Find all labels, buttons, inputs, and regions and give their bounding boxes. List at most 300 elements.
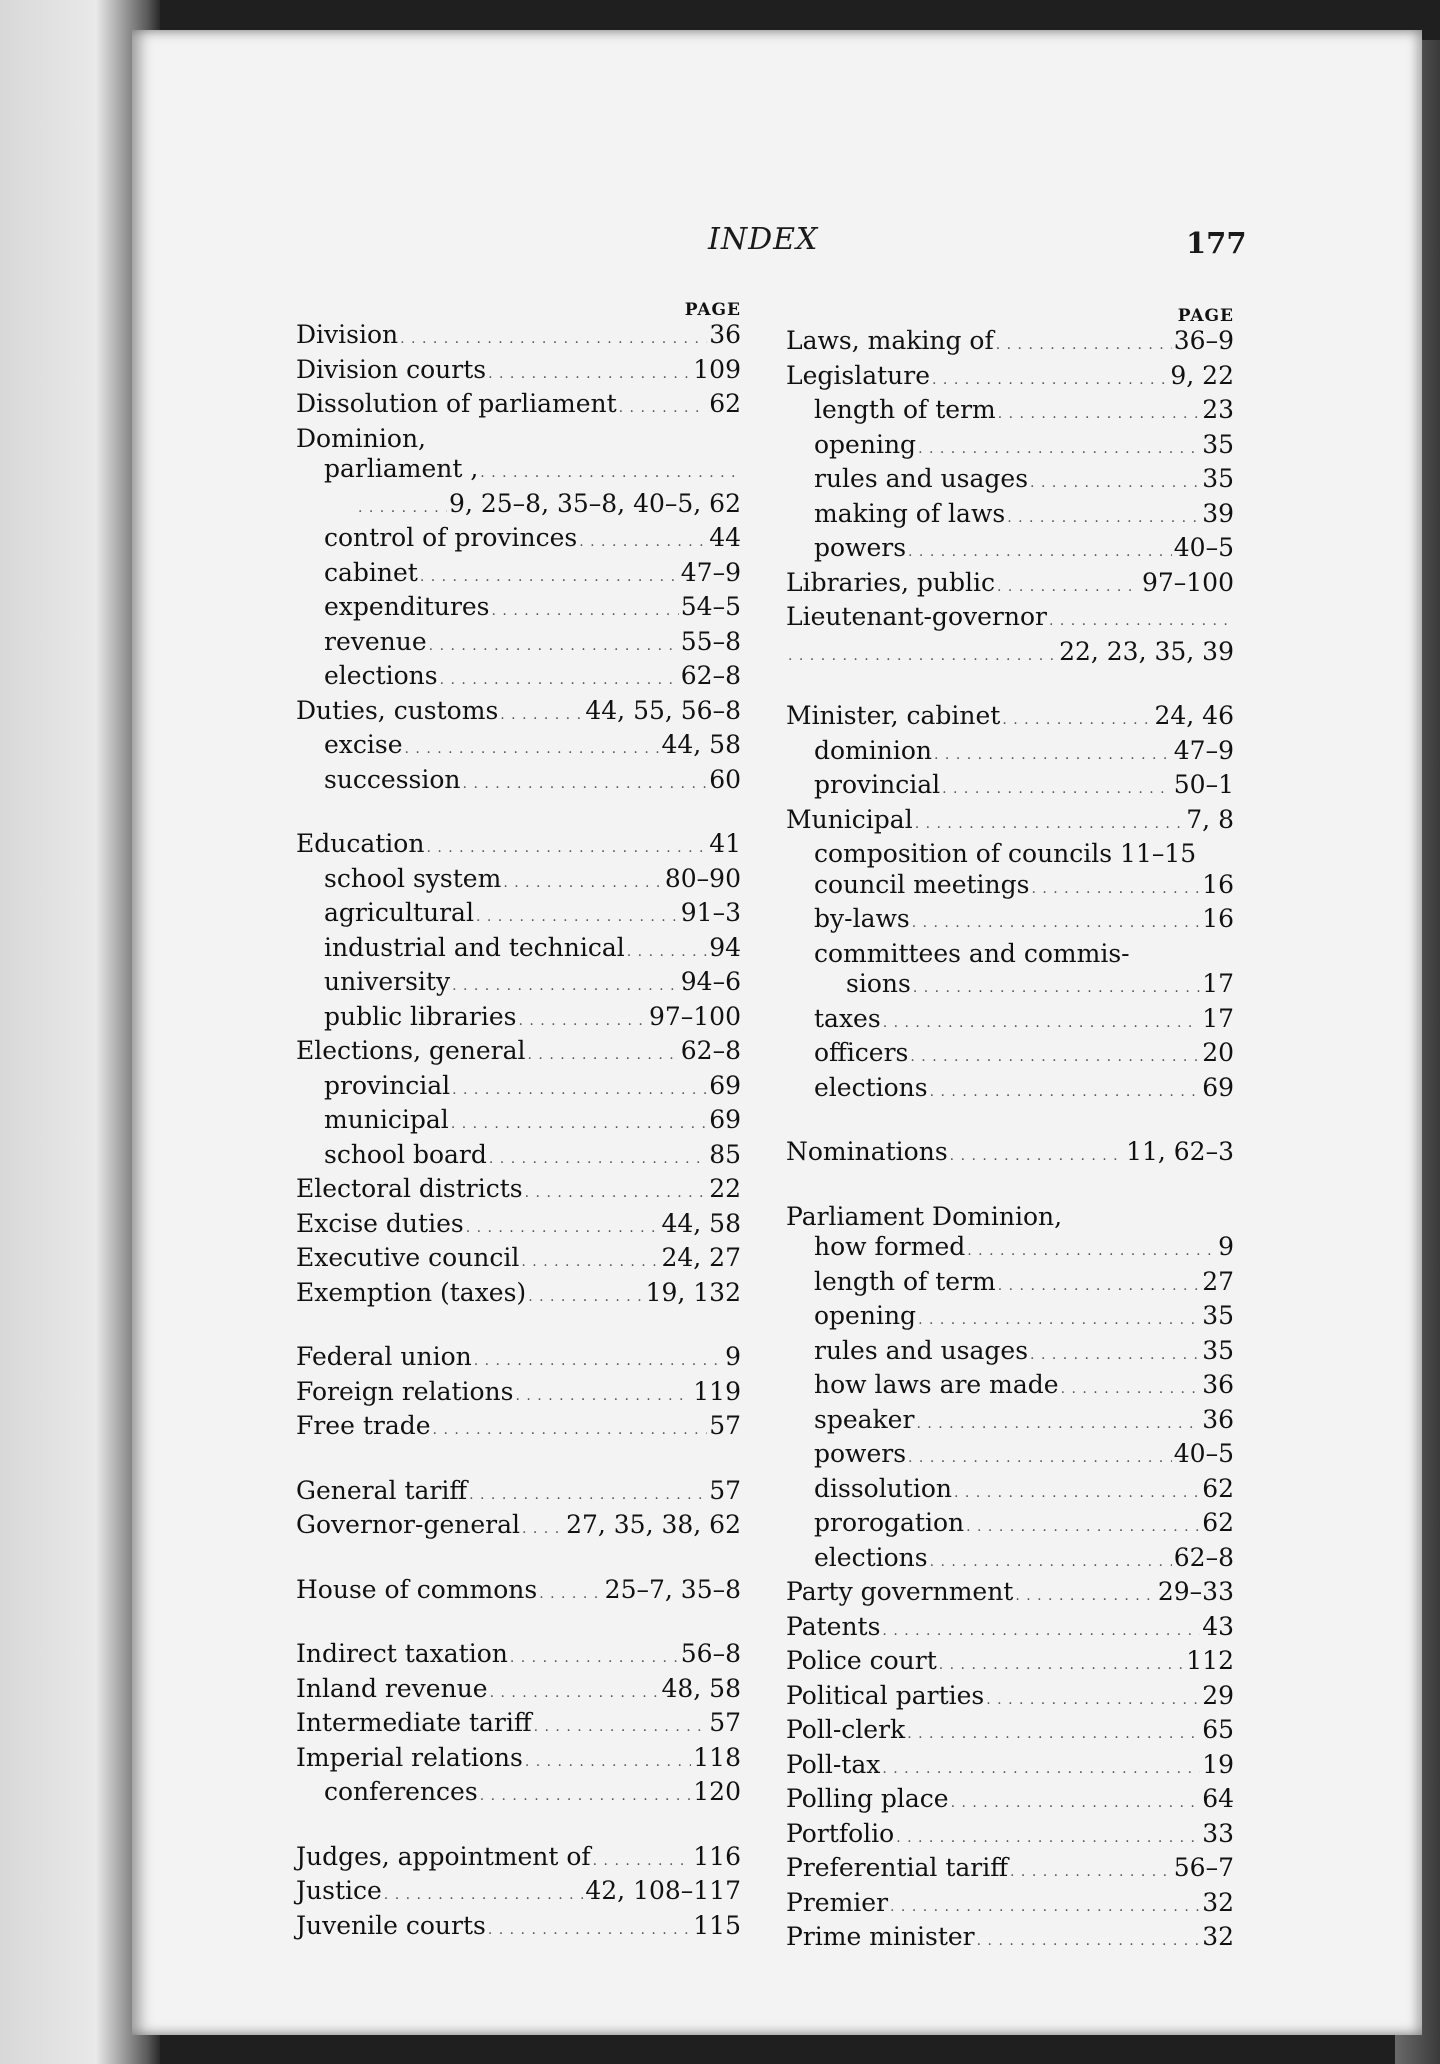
index-page-refs: 54–5 [680,592,741,621]
dot-leader [528,1040,679,1071]
dot-leader [525,1178,708,1209]
index-term: making of laws [814,498,1006,528]
index-term: Police court [786,1646,937,1675]
index-term: Foreign relations [296,1376,514,1406]
dot-leader [525,1747,691,1778]
dot-leader [619,393,708,424]
index-term: sions [846,969,911,998]
index-term: Prime minister [786,1922,975,1951]
index-entry [296,661,741,696]
index-page-refs: 11, 62–3 [1126,1137,1234,1166]
index-term: Executive council [296,1243,520,1272]
index-entry [296,1278,741,1313]
index-entry [296,1708,741,1743]
dot-leader [966,1512,1200,1543]
dot-leader [1031,874,1200,905]
index-term: prorogation [814,1508,965,1537]
index-term: agricultural [324,898,474,927]
index-page-refs: 32 [1202,1887,1234,1917]
dot-leader [384,1880,584,1911]
index-page-refs: 44 [709,523,741,552]
index-entry [296,1476,741,1511]
running-head: INDEX [708,222,819,257]
index-term: Justice [296,1876,382,1905]
index-page-refs: 35 [1202,1301,1234,1330]
index-entry [786,701,1234,736]
index-entry [786,1405,1234,1440]
index-entry [786,904,1234,939]
index-term: expenditures [324,592,490,621]
section-gap [296,1545,741,1575]
index-page-refs: 118 [693,1742,741,1772]
dot-leader [998,399,1200,430]
index-term: Electoral districts [296,1174,523,1203]
index-term: Federal union [296,1342,472,1371]
index-entry [296,1911,741,1946]
index-page-refs: 69 [709,1105,741,1134]
index-page-refs: 60 [709,764,741,794]
dot-leader [932,365,1168,396]
section-gap [296,1609,741,1639]
index-entry [786,464,1234,499]
index-entry [786,1038,1234,1073]
dot-leader [1007,503,1200,534]
index-column-right [786,306,1234,1957]
dot-leader [930,1077,1201,1108]
index-entry [786,770,1234,805]
index-page-refs: 119 [693,1376,741,1406]
index-term: Excise duties [296,1208,464,1238]
index-term: rules and usages [814,1335,1029,1365]
index-page-refs: 62–8 [1173,1542,1234,1572]
index-entry [786,1819,1234,1854]
index-page-refs: 120 [693,1777,741,1806]
index-page-refs: 112 [1186,1646,1234,1675]
index-term: speaker [814,1404,915,1434]
index-page-refs: 9, 22 [1170,360,1234,390]
index-term: Indirect taxation [296,1639,508,1668]
index-term: provincial [814,770,941,799]
index-entry [296,320,741,355]
dot-leader [908,537,1172,568]
index-term: by-laws [814,904,910,933]
index-entry [296,1639,741,1674]
dot-leader [908,1443,1172,1474]
index-entry [296,1510,741,1545]
index-page-refs: 65 [1202,1715,1234,1744]
dot-leader [997,572,1140,603]
index-term: officers [814,1038,909,1067]
index-entry [786,395,1234,430]
dot-leader [883,1008,1201,1039]
index-term: elections [324,661,438,690]
dot-leader [490,1678,660,1709]
dot-leader [452,1075,707,1106]
dot-leader [882,1616,1200,1647]
dot-leader [890,1892,1200,1923]
section-gap [786,1107,1234,1137]
index-term: control of provinces [324,523,578,552]
dot-leader [426,833,707,864]
index-page-refs: 69 [709,1070,741,1100]
index-page-refs: 62 [1202,1508,1234,1537]
index-page-refs: 62–8 [680,1036,741,1065]
dot-leader [534,1712,708,1743]
dot-leader [912,908,1200,939]
index-entry [296,489,741,524]
index-term: elections [814,1072,928,1102]
index-page-refs: 44, 58 [661,1208,741,1238]
dot-leader [954,1478,1200,1509]
index-page-refs: 17 [1202,1003,1234,1033]
index-term: public libraries [324,1001,517,1031]
index-term: university [324,967,451,996]
index-page-refs: 35 [1202,429,1234,459]
index-page-refs: 44, 58 [661,730,741,759]
index-page-refs: 22, 23, 35, 39 [1059,636,1234,666]
index-entry [296,696,741,731]
index-page-refs: 44, 55, 56–8 [585,695,741,725]
dot-leader [522,1514,564,1545]
index-term: succession [324,764,461,794]
index-entry [296,1140,741,1175]
index-page-refs: 22 [709,1174,741,1203]
section-gap [786,1172,1234,1202]
index-page-refs: 56–8 [680,1639,741,1668]
section-gap [296,1446,741,1476]
index-term: rules and usages [814,464,1029,493]
index-page-refs: 9, 25–8, 35–8, 40–5, 62 [449,488,741,518]
index-entry [296,1777,741,1812]
index-term: Poll-clerk [786,1715,906,1744]
index-term: Inland revenue [296,1673,488,1703]
index-page-refs: 9 [1218,1232,1234,1261]
index-page-refs: 80–90 [664,863,741,893]
index-term: Free trade [296,1411,431,1440]
dot-leader [930,1547,1172,1578]
dot-leader [469,1480,707,1511]
index-term: Municipal [786,804,913,834]
index-entry [786,499,1234,534]
dot-leader [400,324,707,355]
index-term: opening [814,1301,917,1330]
index-page-refs: 41 [709,829,741,858]
index-page-refs: 35 [1202,464,1234,493]
dot-leader [518,1006,647,1037]
index-page-refs: 17 [1202,969,1234,998]
index-entry [296,730,741,765]
dot-leader [516,1381,692,1412]
index-term: provincial [324,1070,451,1100]
index-term: Judges, appointment of [296,1841,591,1871]
dot-leader [1030,1340,1200,1371]
dot-leader [466,1213,660,1244]
index-term: parliament , [324,454,479,483]
dot-leader [500,700,583,731]
index-entry [296,898,741,933]
dot-leader [950,1141,1124,1172]
index-entry [296,1036,741,1071]
dot-leader [474,1346,723,1377]
index-entry [296,1377,741,1412]
index-entry [296,967,741,1002]
dot-leader [913,973,1200,1004]
index-page-refs: 109 [693,354,741,384]
index-term: Duties, customs [296,695,499,725]
dot-leader [998,1271,1200,1302]
dot-leader [1030,468,1200,499]
index-page-refs: 91–3 [680,898,741,927]
index-entry [296,558,741,593]
index-term: Legislature [786,360,931,390]
index-entry [296,1174,741,1209]
index-page-refs: 24, 46 [1154,701,1234,730]
index-page-refs: 29 [1202,1680,1234,1710]
index-page-refs: 43 [1202,1611,1234,1641]
dot-leader [918,434,1200,465]
index-entry [786,1267,1234,1302]
dot-leader [896,1823,1200,1854]
index-page-refs: 29–33 [1157,1577,1234,1606]
index-entry [296,424,741,455]
dot-leader [1015,1581,1156,1612]
dot-leader [539,1579,602,1610]
index-entry [786,533,1234,568]
index-term: Nominations [786,1137,948,1166]
index-page-refs: 115 [693,1910,741,1940]
index-term: Juvenile courts [296,1910,486,1940]
index-page-refs: 19, 132 [645,1277,741,1307]
index-entry [786,1646,1234,1681]
index-term: House of commons [296,1574,538,1604]
page-column-label: PAGE [684,300,741,320]
dot-leader [627,937,707,968]
index-page-refs: 25–7, 35–8 [604,1574,741,1604]
index-page-refs: 36–9 [1173,326,1234,355]
dot-leader [1002,705,1152,736]
index-page-refs: 57 [709,1475,741,1505]
index-entry [296,1842,741,1877]
index-term: Dissolution of parliament [296,389,617,418]
index-entry [296,1071,741,1106]
index-term: Portfolio [786,1818,895,1848]
index-entry [786,1784,1234,1819]
index-page-refs: 7, 8 [1186,804,1234,834]
index-entry [296,1674,741,1709]
dot-leader [910,1042,1200,1073]
index-term: Division [296,320,399,349]
dot-leader [420,562,679,593]
dot-leader [440,665,679,696]
page-column-label: PAGE [1177,306,1234,326]
index-page-refs: 94 [709,932,741,962]
index-page-refs: 27, 35, 38, 62 [566,1510,741,1539]
index-term: Lieutenant-governor [786,602,1047,631]
index-entry [786,939,1234,970]
index-term: powers [814,1439,907,1468]
index-entry [786,1888,1234,1923]
dot-leader [939,1650,1185,1681]
dot-leader [452,971,679,1002]
index-page-refs: 33 [1202,1818,1234,1848]
dot-leader [521,1247,659,1278]
index-entry [786,602,1234,637]
dot-leader [934,740,1172,771]
index-entry [786,1922,1234,1957]
index-entry [296,1209,741,1244]
index-page-refs: 69 [1202,1072,1234,1102]
index-entry [786,1004,1234,1039]
index-entry [786,430,1234,465]
index-entry [786,1508,1234,1543]
index-column-left [296,300,741,1945]
index-term: Libraries, public [786,567,996,597]
index-term: dominion [814,735,933,765]
index-term: Polling place [786,1784,949,1813]
index-entry [296,355,741,390]
section-gap [786,671,1234,701]
dot-leader [996,330,1172,361]
index-page-refs: 24, 27 [661,1243,741,1272]
index-term: Laws, making of [786,326,994,355]
index-term: dissolution [814,1473,953,1503]
index-entry [786,1681,1234,1716]
index-page-refs: 16 [1202,904,1234,933]
index-term: Governor-general [296,1510,520,1539]
index-entry [786,1750,1234,1785]
index-term: Premier [786,1887,889,1917]
index-entry [786,361,1234,396]
dot-leader [433,1415,708,1446]
index-entry [786,1715,1234,1750]
index-term: Parliament Dominion, [786,1201,1063,1231]
index-entry [296,1411,741,1446]
dot-leader [480,1781,692,1812]
dot-leader [915,809,1185,840]
index-page-refs: 85 [709,1139,741,1169]
index-term: Intermediate tariff [296,1708,532,1737]
index-term: Imperial relations [296,1742,523,1772]
index-page-refs: 27 [1202,1266,1234,1296]
index-entry [786,326,1234,361]
dot-leader [593,1846,692,1877]
dot-leader [1010,1857,1172,1888]
dot-leader [463,769,708,800]
index-entry [786,637,1234,672]
dot-leader [503,868,663,899]
index-page-refs: 39 [1202,498,1234,528]
index-entry [786,839,1234,870]
dot-leader [488,359,691,390]
index-entry [296,933,741,968]
dot-leader [480,458,739,489]
index-page-refs: 16 [1202,869,1234,899]
index-term: Party government [786,1577,1014,1606]
index-entry [296,627,741,662]
index-page-refs: 62–8 [680,661,741,690]
page-number: 177 [1186,226,1247,260]
dot-leader [916,1409,1200,1440]
index-entry [786,1543,1234,1578]
index-term: conferences [324,1777,478,1806]
index-entry [296,389,741,424]
index-entry [786,1073,1234,1108]
index-page-refs: 42, 108–117 [585,1876,741,1905]
index-term: General tariff [296,1475,468,1505]
dot-leader [967,1236,1216,1267]
index-entry [296,1105,741,1140]
index-page-refs: 32 [1202,1922,1234,1951]
index-term: Exemption (taxes) [296,1277,527,1307]
dot-leader [488,1915,691,1946]
dot-leader [476,902,679,933]
index-page-refs: 97–100 [1141,567,1234,597]
index-entry [786,1439,1234,1474]
index-term: municipal [324,1105,449,1134]
dot-leader [977,1926,1201,1957]
index-term: Political parties [786,1680,985,1710]
index-term: revenue [324,626,427,656]
index-page-refs: 97–100 [648,1001,741,1031]
index-entry [296,454,741,489]
dot-leader [405,734,660,765]
dot-leader [942,774,1172,805]
index-entry [786,870,1234,905]
index-page-refs: 19 [1202,1749,1234,1779]
index-page-refs: 36 [1202,1404,1234,1434]
index-page-refs: 48, 58 [661,1673,741,1703]
dot-leader [907,1719,1200,1750]
index-term: Poll-tax [786,1749,881,1779]
index-term: how formed [814,1232,966,1261]
index-entry [786,1301,1234,1336]
index-entry [786,568,1234,603]
index-term: Dominion, [296,423,426,453]
dot-leader [451,1109,707,1140]
index-entry [786,1232,1234,1267]
index-entry [786,1336,1234,1371]
index-term: Minister, cabinet [786,701,1001,730]
dot-leader [882,1754,1200,1785]
index-entry [296,1243,741,1278]
index-term: elections [814,1542,928,1572]
dot-leader [788,641,1057,672]
index-term: school system [324,863,502,893]
index-term: how laws are made [814,1370,1059,1399]
index-term: composition of councils 11–15 [814,839,1197,868]
index-entry [296,1575,741,1610]
index-entry [786,1612,1234,1647]
dot-leader [918,1305,1200,1336]
index-term: school board [324,1139,487,1169]
index-page-refs: 57 [709,1411,741,1440]
index-term: committees and commis- [814,938,1130,968]
dot-leader [1061,1374,1201,1405]
index-entry [786,736,1234,771]
index-term: Elections, general [296,1036,526,1065]
index-page-refs: 47–9 [680,557,741,587]
index-page-refs: 9 [725,1342,741,1371]
index-page-refs: 36 [709,320,741,349]
section-gap [296,1812,741,1842]
index-entry [786,1370,1234,1405]
dot-leader [579,527,707,558]
index-page-refs: 56–7 [1173,1853,1234,1882]
index-page-refs: 23 [1202,395,1234,424]
index-entry [296,829,741,864]
index-entry [786,1474,1234,1509]
index-page-refs: 64 [1202,1784,1234,1813]
